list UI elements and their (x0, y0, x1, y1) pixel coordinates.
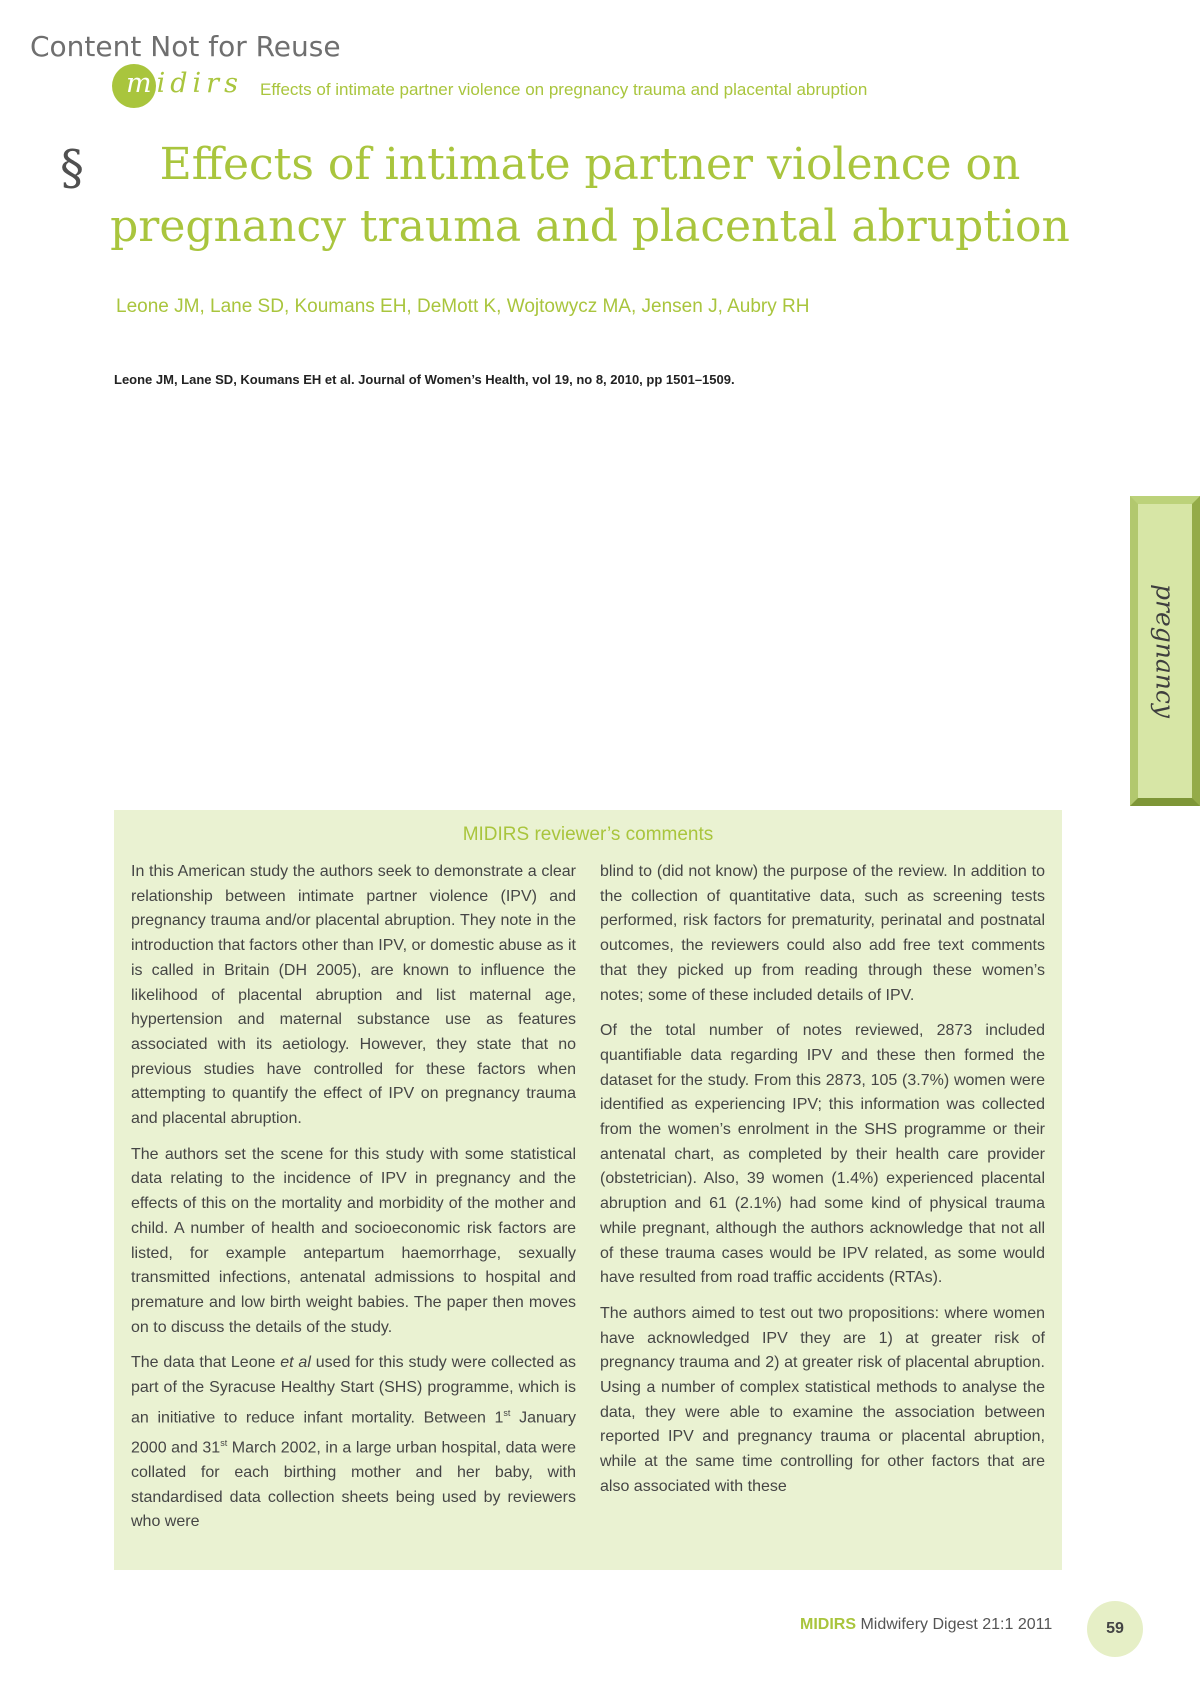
ordinal-suffix: st (220, 1437, 228, 1448)
left-paragraph-3-text-c: January 2000 and 31 (131, 1409, 577, 1457)
left-paragraph-3 (131, 1351, 576, 1535)
left-paragraph-3-text-b: used for this study were collected as part of the Syracuse Healthy Start (SHS) programme, which is an initiative to reduce infant mortality. Between 1 (131, 1354, 576, 1427)
section-tab-pregnancy (1130, 496, 1200, 806)
left-paragraph-2: The authors set the scene for this study with some statistical data relating to the incidence of IPV in pregnancy and the effects of this on the mortality and morbidity of the mother and child. A number of health and socioeconomic risk factors are listed, for example antepartum haemorrhage, sexually transmitted infections, antenatal admissions to hospital and premature and low birth weight babies. The paper then moves on to discuss the details of the study. (131, 1145, 576, 1336)
watermark: Content Not for Reuse (30, 30, 341, 63)
left-paragraph-1: In this American study the authors seek to demonstrate a clear relationship between intimate partner violence (IPV) and pregnancy trauma and/or placental abruption. They note in the introduction that factors other than IPV, or domestic abuse as it is called in Britain (DH 2005), are known to influence the likelihood of placental abruption and list maternal age, hypertension and maternal substance use as features associated with its aetiology. However, they state that no previous studies have controlled for these factors when attempting to quantify the effect of IPV on pregnancy trauma and placental abruption. (131, 863, 576, 1128)
article-title-line-2: pregnancy trauma and placental abruption (110, 201, 1070, 252)
footer-publication-title: Midwifery Digest 21:1 2011 (860, 1616, 1053, 1633)
reviewer-comments-heading: MIDIRS reviewer’s comments (462, 824, 714, 845)
article-title-line-1: Effects of intimate partner violence on (159, 139, 1021, 190)
left-paragraph-3-text-a: The data that Leone (131, 1354, 281, 1372)
left-column (131, 860, 576, 1546)
right-column (600, 860, 1045, 1546)
right-paragraph-3: The authors aimed to test out two propositions: where women have acknowledged IPV they are 1) at greater risk of pregnancy trauma and 2) at greater risk of placental abruption. Using a number of complex statistical methods to analyse the data, they were able to examine the association between reported IPV and pregnancy trauma or placental abruption, while at the same time controlling for other factors that are also associated with these (600, 1304, 1045, 1495)
running-title: Effects of intimate partner violence on pregnancy trauma and placental abruption (260, 80, 868, 99)
ordinal-suffix: st (503, 1407, 511, 1418)
page-number: 59 (1087, 1601, 1143, 1657)
article-citation: Leone JM, Lane SD, Koumans EH et al. Journal of Women’s Health, vol 19, no 8, 2010, pp 1501–1509. (114, 372, 735, 387)
midirs-logo: midirs (126, 68, 243, 99)
right-paragraph-1: blind to (did not know) the purpose of the review. In addition to the collection of quantitative data, such as screening tests performed, risk factors for prematurity, perinatal and postnatal outcomes, the reviewers could also add free text comments that they picked up from reading through these women’s notes; some of these included details of IPV. (600, 863, 1045, 1004)
footer-brand: MIDIRS (800, 1616, 856, 1633)
section-mark: § (60, 140, 84, 196)
left-paragraph-3-text-d: March 2002, in a large urban hospital, data were collated for each birthing mother and her baby, with standardised data collection sheets being used by reviewers who were (131, 1439, 576, 1531)
right-paragraph-2: Of the total number of notes reviewed, 2873 included quantifiable data regarding IPV and these then formed the dataset for the study. From this 2873, 105 (3.7%) women were identified as experiencing IPV; this information was collected from the women’s enrolment in the SHS programme or their antenatal chart, as completed by their health care provider (obstetrician). Also, 39 women (1.4%) experienced placental abruption and 61 (2.1%) had some kind of physical trauma while pregnant, although the authors acknowledge that not all of these trauma cases would be IPV related, as some would have resulted from road traffic accidents (RTAs). (600, 1022, 1045, 1287)
reviewer-comments-columns (131, 860, 1045, 1546)
footer-publication (800, 1616, 1052, 1634)
article-title (100, 134, 1080, 258)
section-tab-label: pregnancy (1150, 584, 1180, 718)
article-authors: Leone JM, Lane SD, Koumans EH, DeMott K, Wojtowycz MA, Jensen J, Aubry RH (116, 296, 810, 317)
reviewer-comments-box (114, 810, 1062, 1570)
et-al-italic: et al (280, 1354, 311, 1372)
